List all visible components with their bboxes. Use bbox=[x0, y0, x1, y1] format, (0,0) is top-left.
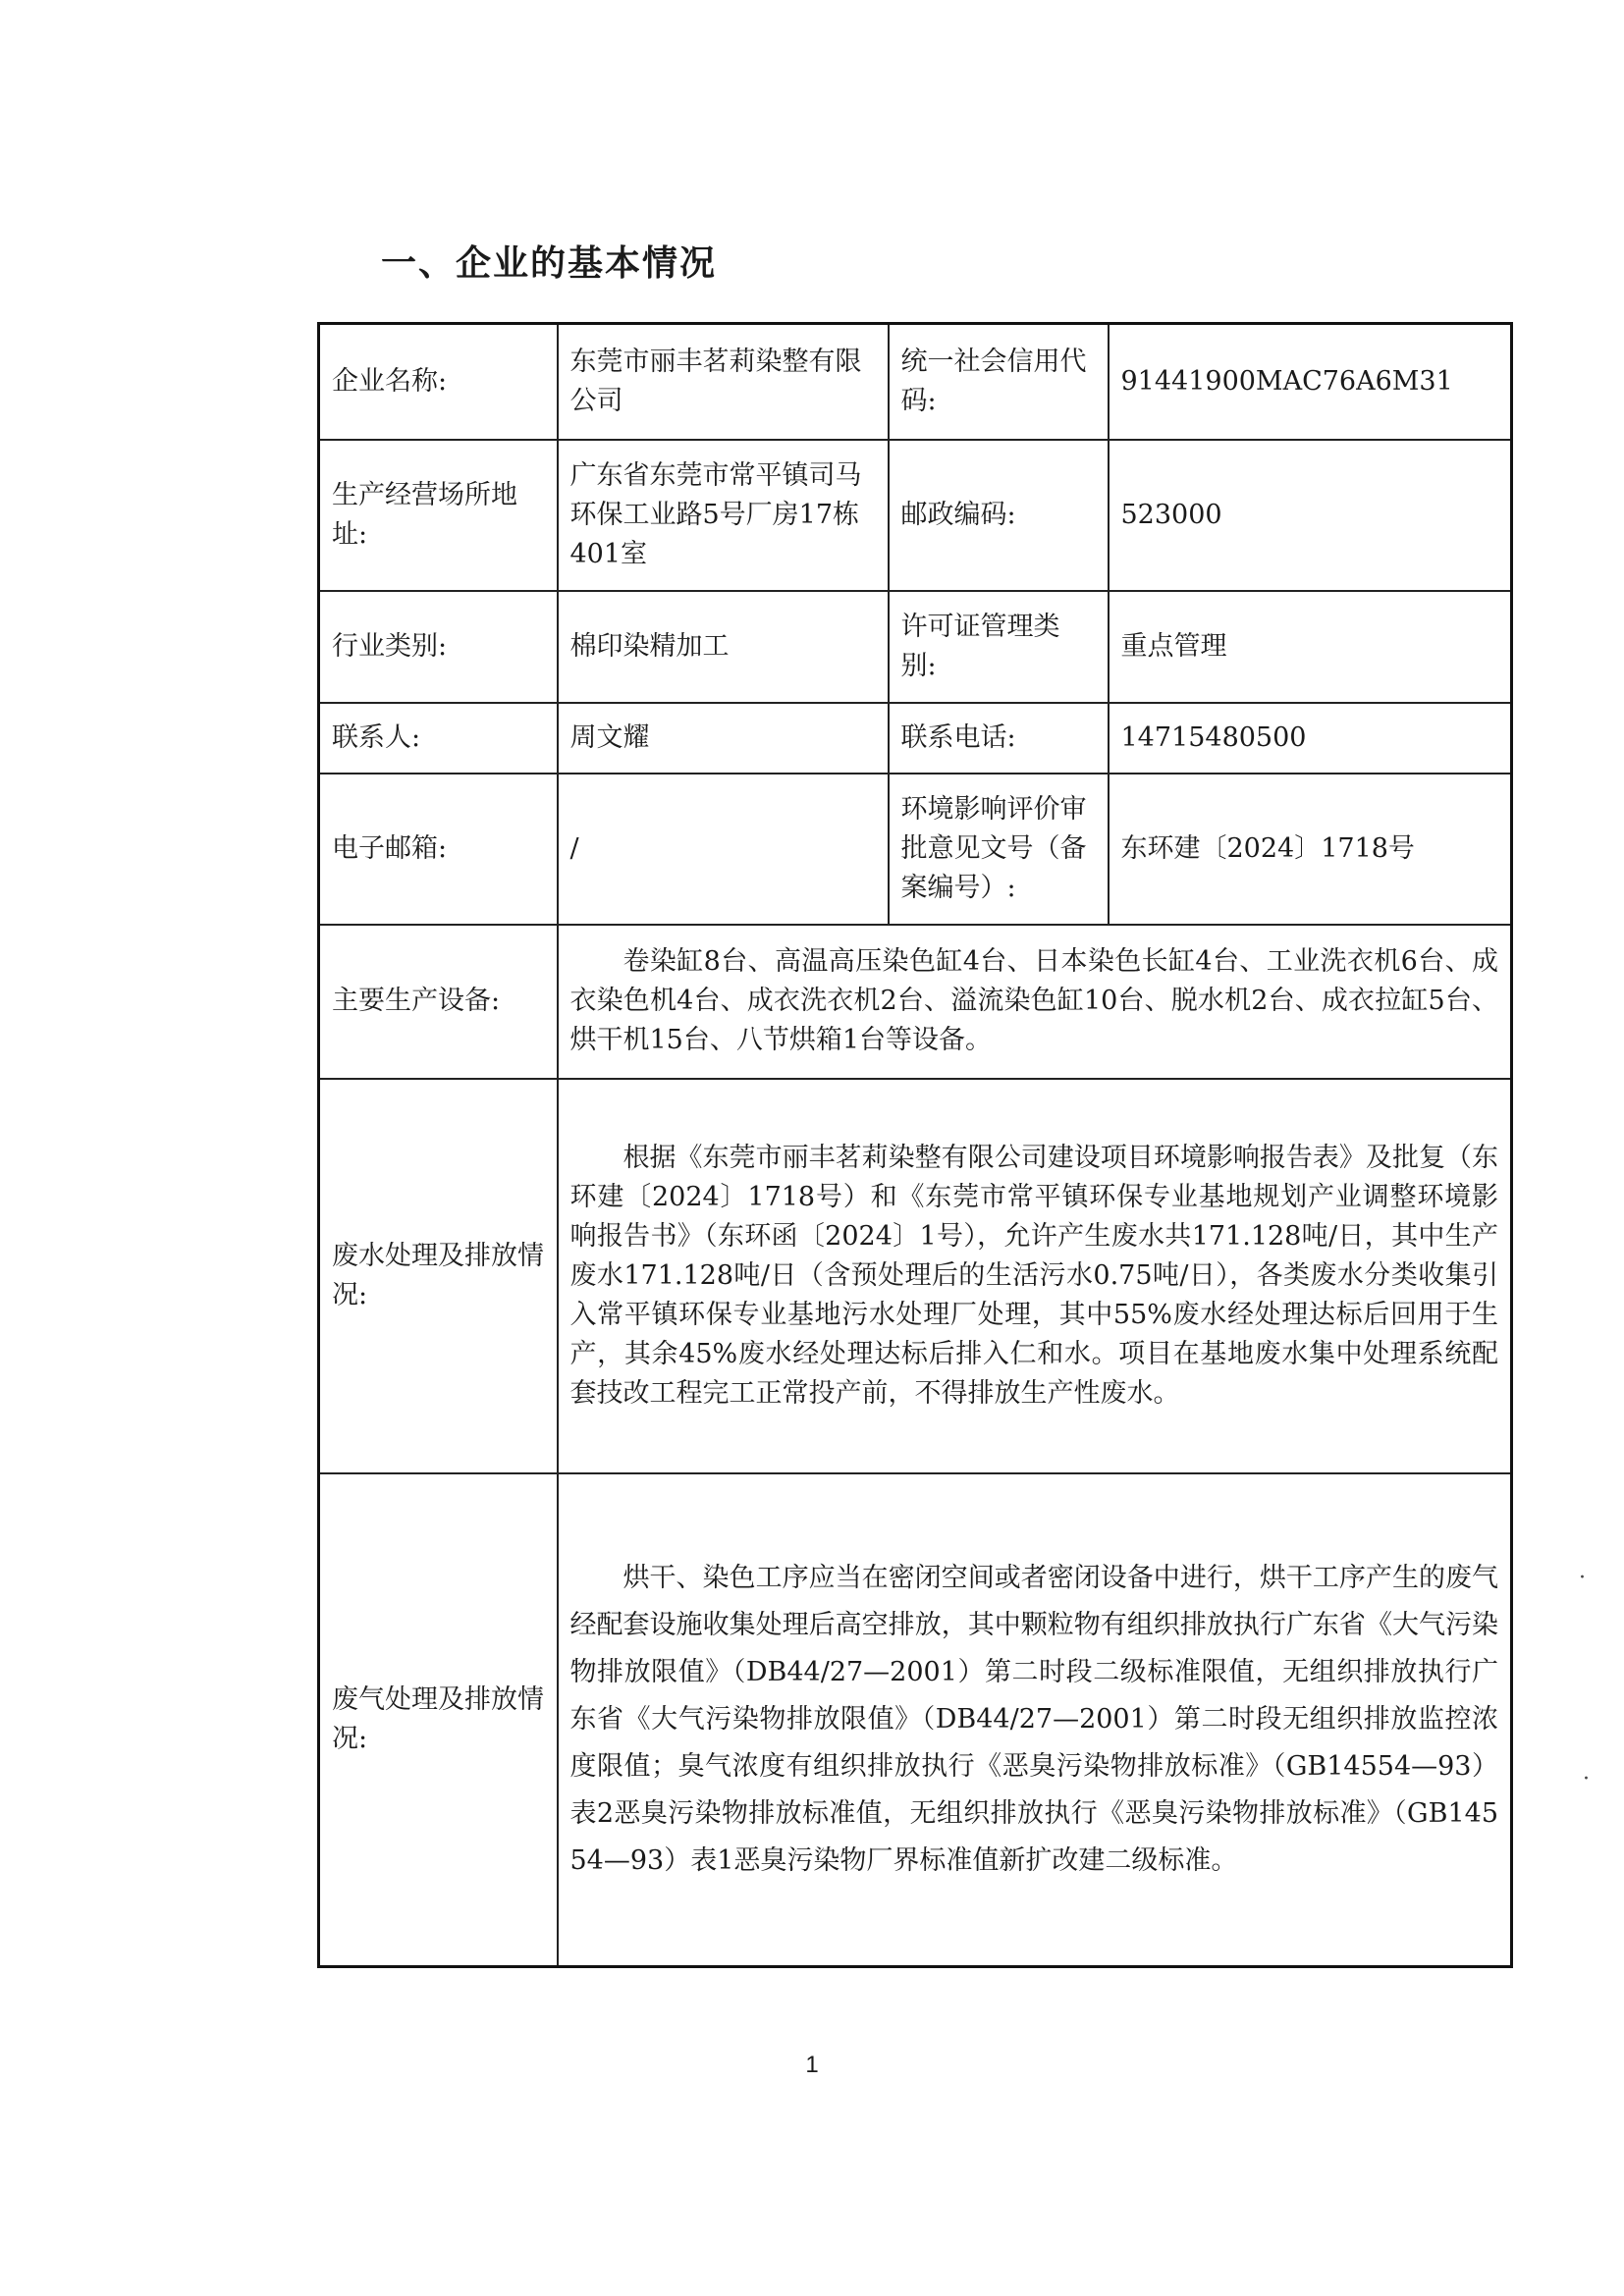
phone-value: 14715480500 bbox=[1109, 703, 1512, 774]
address-value: 广东省东莞市常平镇司马环保工业路5号厂房17栋401室 bbox=[558, 440, 889, 591]
table-row bbox=[319, 1473, 1512, 1967]
contact-value: 周文耀 bbox=[558, 703, 889, 774]
postcode-value: 523000 bbox=[1109, 440, 1512, 591]
postcode-label: 邮政编码: bbox=[889, 440, 1109, 591]
table-row bbox=[319, 1079, 1512, 1473]
company-name-label: 企业名称: bbox=[319, 324, 558, 440]
section-title: 一、企业的基本情况 bbox=[381, 243, 718, 284]
company-info-table bbox=[317, 322, 1513, 1968]
industry-value: 棉印染精加工 bbox=[558, 591, 889, 703]
credit-code-label: 统一社会信用代码: bbox=[889, 324, 1109, 440]
equipment-value: 卷染缸8台、高温高压染色缸4台、日本染色长缸4台、工业洗衣机6台、成衣染色机4台、成衣洗衣机2台、溢流染色缸10台、脱水机2台、成衣拉缸5台、烘干机15台、八节烘箱1台等设备。 bbox=[558, 925, 1512, 1079]
eia-no-label: 环境影响评价审批意见文号（备案编号）: bbox=[889, 774, 1109, 925]
email-value: / bbox=[558, 774, 889, 925]
table-row bbox=[319, 703, 1512, 774]
contact-label: 联系人: bbox=[319, 703, 558, 774]
table-row bbox=[319, 324, 1512, 440]
table-row bbox=[319, 925, 1512, 1079]
company-name-value: 东莞市丽丰茗莉染整有限公司 bbox=[558, 324, 889, 440]
equipment-label: 主要生产设备: bbox=[319, 925, 558, 1079]
industry-label: 行业类别: bbox=[319, 591, 558, 703]
permit-type-label: 许可证管理类别: bbox=[889, 591, 1109, 703]
table-row bbox=[319, 591, 1512, 703]
credit-code-value: 91441900MAC76A6M31 bbox=[1109, 324, 1512, 440]
eia-no-value: 东环建〔2024〕1718号 bbox=[1109, 774, 1512, 925]
permit-type-value: 重点管理 bbox=[1109, 591, 1512, 703]
waste-gas-value: 烘干、染色工序应当在密闭空间或者密闭设备中进行，烘干工序产生的废气经配套设施收集处理后高空排放，其中颗粒物有组织排放执行广东省《大气污染物排放限值》（DB44/27—2001）第二时段二级标准限值，无组织排放执行广东省《大气污染物排放限值》（DB44/27—2001）第二时段无组织排放监控浓度限值；臭气浓度有组织排放执行《恶臭污染物排放标准》（GB14554—93）表2恶臭污染物排放标准值，无组织排放执行《恶臭污染物排放标准》（GB14554—93）表1恶臭污染物厂界标准值新扩改建二级标准。 bbox=[558, 1473, 1512, 1967]
page-number: 1 bbox=[805, 2052, 819, 2078]
scan-artifact-mark: · bbox=[1579, 1566, 1586, 1590]
table-row bbox=[319, 440, 1512, 591]
scan-artifact-mark: · bbox=[1583, 1767, 1590, 1791]
address-label: 生产经营场所地址: bbox=[319, 440, 558, 591]
email-label: 电子邮箱: bbox=[319, 774, 558, 925]
waste-gas-label: 废气处理及排放情况: bbox=[319, 1473, 558, 1967]
wastewater-label: 废水处理及排放情况: bbox=[319, 1079, 558, 1473]
phone-label: 联系电话: bbox=[889, 703, 1109, 774]
wastewater-value: 根据《东莞市丽丰茗莉染整有限公司建设项目环境影响报告表》及批复（东环建〔2024〕1718号）和《东莞市常平镇环保专业基地规划产业调整环境影响报告书》（东环函〔2024〕1号），允许产生废水共171.128吨/日，其中生产废水171.128吨/日（含预处理后的生活污水0.75吨/日），各类废水分类收集引入常平镇环保专业基地污水处理厂处理，其中55%废水经处理达标后回用于生产，其余45%废水经处理达标后排入仁和水。项目在基地废水集中处理系统配套技改工程完工正常投产前，不得排放生产性废水。 bbox=[558, 1079, 1512, 1473]
table-row bbox=[319, 774, 1512, 925]
